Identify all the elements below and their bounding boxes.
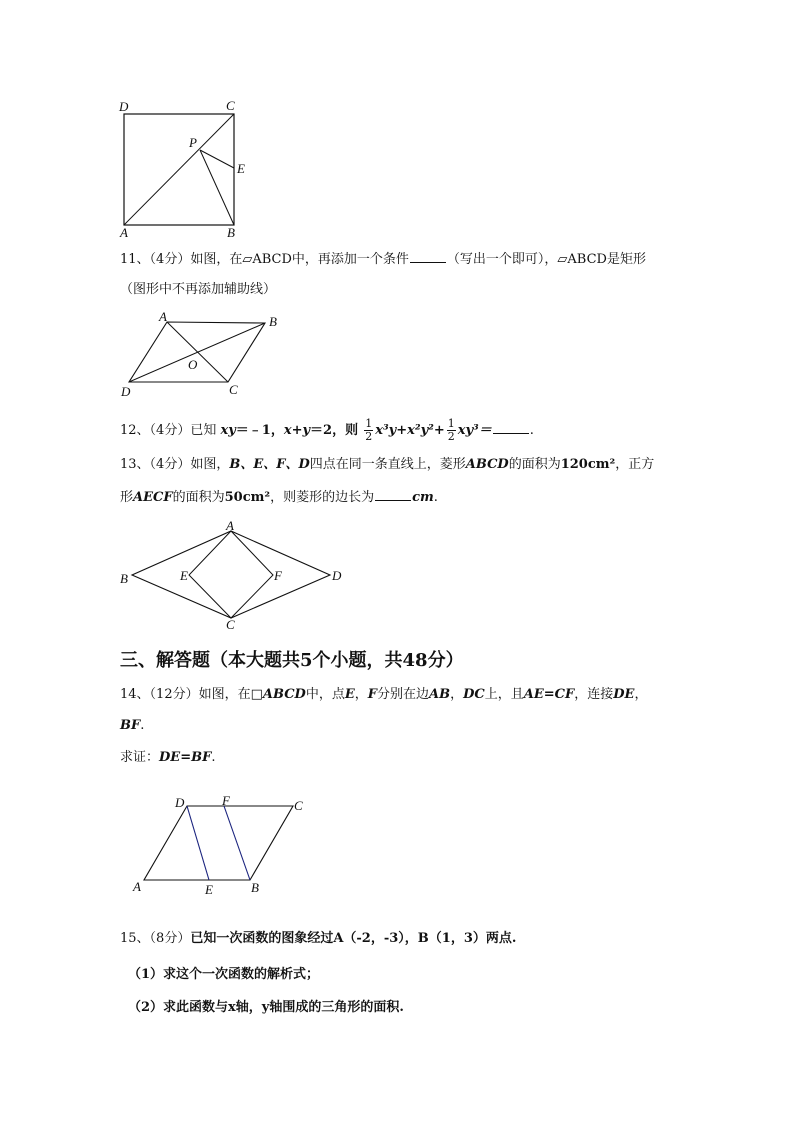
q14-prove: DE=BF bbox=[159, 750, 212, 765]
q13-unit: cm bbox=[412, 490, 434, 505]
label-b: B bbox=[269, 314, 277, 329]
segment-de bbox=[187, 806, 209, 880]
q11-text-a: 如图，在▱ABCD中，再添加一个条件 bbox=[190, 252, 409, 267]
segment-pb bbox=[200, 150, 234, 225]
q12-xplusy: x+y bbox=[283, 423, 311, 438]
q13-text-b: 四点在同一条直线上，菱形 bbox=[309, 457, 466, 472]
q14-text-f: ， bbox=[634, 687, 648, 702]
segment-bf bbox=[224, 806, 250, 880]
parallelogram-diagram bbox=[115, 310, 290, 402]
q13-answer-blank[interactable] bbox=[375, 488, 411, 501]
q14-f: F bbox=[367, 687, 378, 702]
q13-line-1 bbox=[120, 456, 654, 474]
label-b: B bbox=[227, 225, 235, 240]
rhombus-outline bbox=[132, 531, 330, 618]
section-heading: 三、解答题（本大题共5个小题，共48分） bbox=[120, 650, 464, 671]
q14-comma: ， bbox=[354, 687, 368, 702]
figure-rhombus bbox=[115, 518, 350, 633]
q13-number: 13、（4分） bbox=[120, 457, 191, 472]
q13-text-c: 的面积为 bbox=[508, 457, 561, 472]
figure-q14 bbox=[128, 790, 313, 900]
q15-text: 已知一次函数的图象经过A（-2，-3），B（1，3）两点. bbox=[190, 931, 517, 946]
q11-line-2 bbox=[120, 281, 276, 299]
q13-text-d: ，正方 bbox=[615, 457, 655, 472]
q14-prove-end: . bbox=[211, 750, 216, 765]
q13-area2: 50cm² bbox=[224, 490, 271, 505]
label-a: A bbox=[226, 518, 234, 533]
q13-text-a: 如图， bbox=[190, 457, 230, 472]
q13-text-g: ，则菱形的边长为 bbox=[270, 490, 375, 505]
q12-fraction-2: $\frac{1}{2}$ bbox=[447, 417, 455, 443]
label-f: F bbox=[274, 568, 282, 583]
q12-end: . bbox=[529, 423, 534, 438]
label-a: A bbox=[133, 879, 141, 894]
q11-answer-blank[interactable] bbox=[410, 250, 446, 263]
q14-number: 14、（12分） bbox=[120, 687, 199, 702]
q13-text-e: 形 bbox=[120, 490, 134, 505]
q15-part2 bbox=[128, 999, 404, 1017]
q13-end: . bbox=[433, 490, 438, 505]
q12-term1: x³y+x²y²+ bbox=[375, 423, 445, 438]
label-e: E bbox=[237, 161, 245, 176]
q12-answer-blank[interactable] bbox=[493, 421, 529, 434]
q14-condition: AE=CF bbox=[523, 687, 575, 702]
q14-text-b: 中，点 bbox=[305, 687, 345, 702]
q14-prove-label: 求证： bbox=[120, 750, 160, 765]
q12-eq1: ＝﹣1， bbox=[235, 423, 284, 438]
label-d: D bbox=[332, 568, 342, 583]
q14-ab: AB bbox=[429, 687, 451, 702]
q14-shape: □ABCD bbox=[250, 687, 306, 702]
q11-text-b: （写出一个即可），▱ABCD是矩形 bbox=[446, 252, 646, 267]
q12-xy: xy bbox=[220, 423, 236, 438]
q14-text-d: 上，且 bbox=[484, 687, 524, 702]
q11-line-1 bbox=[120, 250, 646, 269]
label-b: B bbox=[251, 880, 259, 895]
q14-text-e: ，连接 bbox=[574, 687, 614, 702]
q12-fraction-1: $\frac{1}{2}$ bbox=[365, 417, 373, 443]
q13-abcd: ABCD bbox=[465, 457, 509, 472]
q14-end: . bbox=[140, 718, 145, 733]
label-a: A bbox=[120, 225, 128, 240]
label-c: C bbox=[226, 98, 235, 113]
label-d: D bbox=[121, 384, 131, 399]
q13-points: B、E、F、D bbox=[229, 457, 310, 472]
label-c: C bbox=[226, 617, 235, 632]
q14-text-a: 如图，在 bbox=[198, 687, 251, 702]
q12-number: 12、（4分） bbox=[120, 423, 191, 438]
q12-t1: 已知 bbox=[190, 423, 217, 438]
figure-square-p bbox=[115, 96, 255, 241]
label-p: P bbox=[189, 135, 197, 150]
q14-prove-line bbox=[120, 749, 215, 767]
q15-number: 15、（8分） bbox=[120, 931, 191, 946]
q13-text-f: 的面积为 bbox=[172, 490, 225, 505]
label-a: A bbox=[159, 309, 167, 324]
label-b: B bbox=[120, 571, 128, 586]
label-f: F bbox=[222, 793, 230, 808]
q12-term2: xy³＝ bbox=[457, 423, 492, 438]
parallelogram-outline bbox=[144, 806, 293, 880]
q11-note: （图形中不再添加辅助线） bbox=[120, 282, 277, 297]
q14-dc: DC bbox=[463, 687, 485, 702]
q13-area1: 120cm² bbox=[560, 457, 616, 472]
q13-aecf: AECF bbox=[133, 490, 173, 505]
diagonal-bd bbox=[129, 323, 265, 382]
figure-parallelogram bbox=[115, 310, 290, 402]
q14-bf: BF bbox=[120, 718, 141, 733]
diagonal-ac bbox=[124, 114, 234, 225]
q14-e: E bbox=[344, 687, 355, 702]
rhombus-diagram bbox=[115, 518, 350, 633]
label-c: C bbox=[229, 382, 238, 397]
q15-part1 bbox=[128, 966, 319, 984]
q15-line bbox=[120, 930, 516, 948]
q14-line-2 bbox=[120, 717, 144, 735]
label-d: D bbox=[119, 99, 129, 114]
q14-text-c: 分别在边 bbox=[377, 687, 430, 702]
q11-number: 11、（4分） bbox=[120, 252, 191, 267]
label-d: D bbox=[175, 795, 185, 810]
q12-eq2: ＝2，则 bbox=[310, 423, 359, 438]
q14-line-1 bbox=[120, 686, 647, 704]
label-e: E bbox=[205, 882, 213, 897]
label-e: E bbox=[180, 568, 188, 583]
square-diagram bbox=[115, 96, 255, 241]
q14-de: DE bbox=[613, 687, 635, 702]
q14-diagram bbox=[128, 790, 313, 900]
q15-part2-text: （2）求此函数与x轴，y轴围成的三角形的面积. bbox=[128, 1000, 404, 1015]
q13-line-2 bbox=[120, 488, 438, 507]
q15-part1-text: （1）求这个一次函数的解析式； bbox=[128, 967, 320, 982]
q12-line bbox=[120, 418, 534, 444]
label-o: O bbox=[188, 357, 198, 372]
label-c: C bbox=[294, 798, 303, 813]
segment-pe bbox=[200, 150, 234, 168]
q14-sep: ， bbox=[450, 687, 464, 702]
